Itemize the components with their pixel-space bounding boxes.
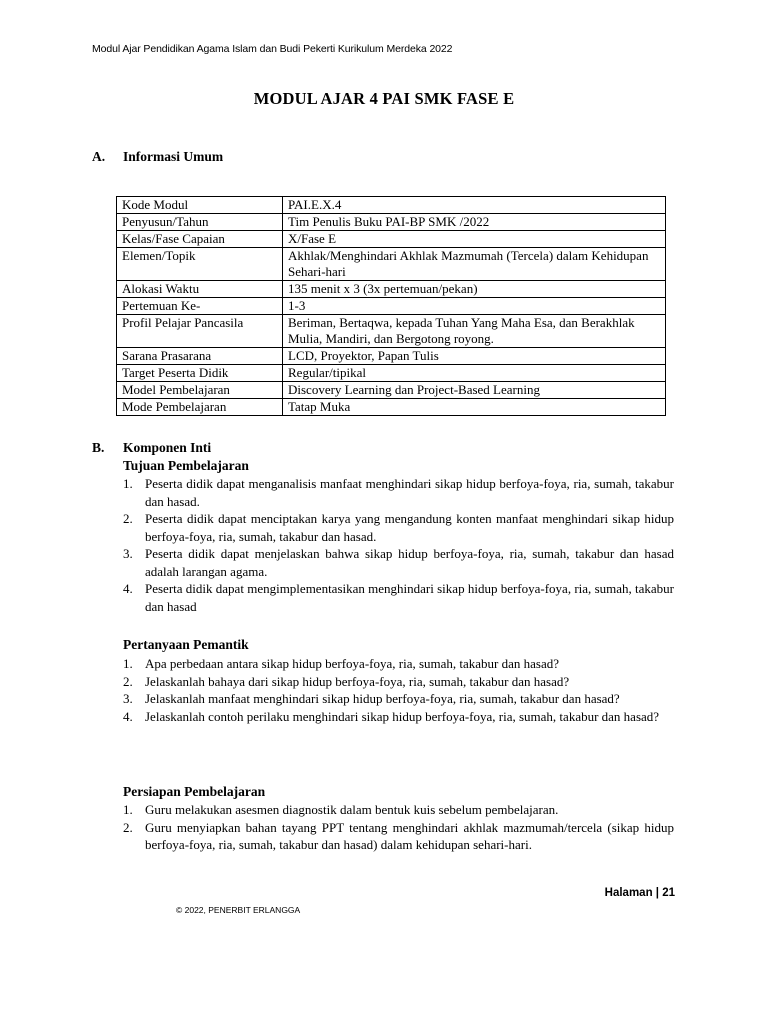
info-label: Kelas/Fase Capaian: [117, 231, 283, 248]
item-number: 1.: [123, 802, 133, 817]
info-row: [117, 214, 666, 231]
section-title: Komponen Inti: [123, 440, 212, 455]
list-item: [123, 475, 674, 510]
info-value: 135 menit x 3 (3x pertemuan/pekan): [283, 281, 666, 298]
info-value: Akhlak/Menghindari Akhlak Mazmumah (Tercela) dalam Kehidupan Sehari-hari: [283, 248, 666, 281]
list-item: [123, 819, 674, 854]
info-value: LCD, Proyektor, Papan Tulis: [283, 348, 666, 365]
item-number: 2.: [123, 511, 133, 526]
info-row: [117, 298, 666, 315]
info-row: [117, 315, 666, 348]
item-text: Guru melakukan asesmen diagnostik dalam bentuk kuis sebelum pembelajaran.: [145, 802, 559, 817]
item-number: 4.: [123, 581, 133, 596]
tujuan-heading: Tujuan Pembelajaran: [123, 458, 249, 473]
info-row: [117, 248, 666, 281]
info-row: [117, 382, 666, 399]
item-text: Jelaskanlah contoh perilaku menghindari sikap hidup berfoya-foya, ria, sumah, takabur dan hasad?: [145, 708, 660, 724]
item-text: Jelaskanlah bahaya dari sikap hidup berfoya-foya, ria, sumah, takabur dan hasad?: [145, 673, 570, 689]
info-value: Tatap Muka: [283, 399, 666, 416]
info-label: Mode Pembelajaran: [117, 399, 283, 416]
info-row: [117, 197, 666, 214]
pertanyaan-list: [123, 655, 674, 725]
item-number: 4.: [123, 708, 133, 724]
item-text: Jelaskanlah manfaat menghindari sikap hidup berfoya-foya, ria, sumah, takabur dan hasad?: [145, 691, 620, 706]
info-row: [117, 281, 666, 298]
info-label: Kode Modul: [117, 197, 283, 214]
section-b-heading: [92, 440, 211, 456]
copyright-notice: © 2022, PENERBIT ERLANGGA: [176, 905, 301, 915]
item-number: 2.: [123, 819, 133, 835]
info-label: Target Peserta Didik: [117, 365, 283, 382]
list-item: [123, 580, 674, 615]
info-value: 1-3: [283, 298, 666, 315]
persiapan-list: [123, 801, 674, 854]
list-item: [123, 655, 674, 673]
persiapan-heading: Persiapan Pembelajaran: [123, 784, 266, 799]
info-table: [116, 196, 666, 416]
item-number: 1.: [123, 656, 133, 671]
info-row: [117, 231, 666, 248]
list-item: [123, 801, 674, 819]
item-text: Peserta didik dapat mengimplementasikan menghindari sikap hidup berfoya-foya, ria, sumah, takabur dan hasad: [145, 581, 674, 614]
item-number: 3.: [123, 691, 133, 706]
list-item: [123, 690, 674, 708]
item-number: 2.: [123, 673, 133, 689]
info-label: Model Pembelajaran: [117, 382, 283, 399]
tujuan-list: [123, 475, 674, 615]
info-value: PAI.E.X.4: [283, 197, 666, 214]
page-number: Halaman | 21: [604, 887, 675, 899]
item-number: 3.: [123, 546, 133, 561]
info-value: Tim Penulis Buku PAI-BP SMK /2022: [283, 214, 666, 231]
info-row: [117, 365, 666, 382]
section-number: B.: [92, 440, 105, 455]
info-label: Profil Pelajar Pancasila: [117, 315, 283, 348]
pertanyaan-heading: Pertanyaan Pemantik: [123, 637, 249, 652]
section-number: A.: [92, 149, 106, 164]
info-label: Sarana Prasarana: [117, 348, 283, 365]
list-item: [123, 510, 674, 545]
info-label: Penyusun/Tahun: [117, 214, 283, 231]
info-value: Beriman, Bertaqwa, kepada Tuhan Yang Maha Esa, dan Berakhlak Mulia, Mandiri, dan Bergotong royong.: [283, 315, 666, 348]
info-value: X/Fase E: [283, 231, 666, 248]
item-text: Peserta didik dapat menjelaskan bahwa sikap hidup berfoya-foya, ria, sumah, takabur dan hasad adalah larangan agama.: [145, 546, 674, 579]
item-text: Guru menyiapkan bahan tayang PPT tentang menghindari akhlak mazmumah/tercela (sikap hidup berfoya-foya, ria, sumah, takabur dan hasad) dalam kehidupan sehari-hari.: [145, 819, 674, 852]
section-a-heading: [92, 149, 223, 165]
document-title: MODUL AJAR 4 PAI SMK FASE E: [253, 89, 515, 108]
list-item: [123, 708, 674, 726]
info-label: Alokasi Waktu: [117, 281, 283, 298]
list-item: [123, 673, 674, 691]
item-text: Apa perbedaan antara sikap hidup berfoya-foya, ria, sumah, takabur dan hasad?: [145, 656, 560, 671]
info-label: Elemen/Topik: [117, 248, 283, 281]
item-number: 1.: [123, 476, 133, 491]
info-row: [117, 348, 666, 365]
info-row: [117, 399, 666, 416]
item-text: Peserta didik dapat menganalisis manfaat menghindari sikap hidup berfoya-foya, ria, sumah, takabur dan hasad.: [145, 476, 674, 509]
info-value: Regular/tipikal: [283, 365, 666, 382]
running-header: Modul Ajar Pendidikan Agama Islam dan Budi Pekerti Kurikulum Merdeka 2022: [92, 43, 453, 55]
section-title: Informasi Umum: [123, 149, 224, 164]
info-value: Discovery Learning dan Project-Based Learning: [283, 382, 666, 399]
item-text: Peserta didik dapat menciptakan karya yang mengandung konten manfaat menghindari sikap hidup berfoya-foya, ria, sumah, takabur dan hasad.: [145, 511, 674, 544]
info-label: Pertemuan Ke-: [117, 298, 283, 315]
list-item: [123, 545, 674, 580]
